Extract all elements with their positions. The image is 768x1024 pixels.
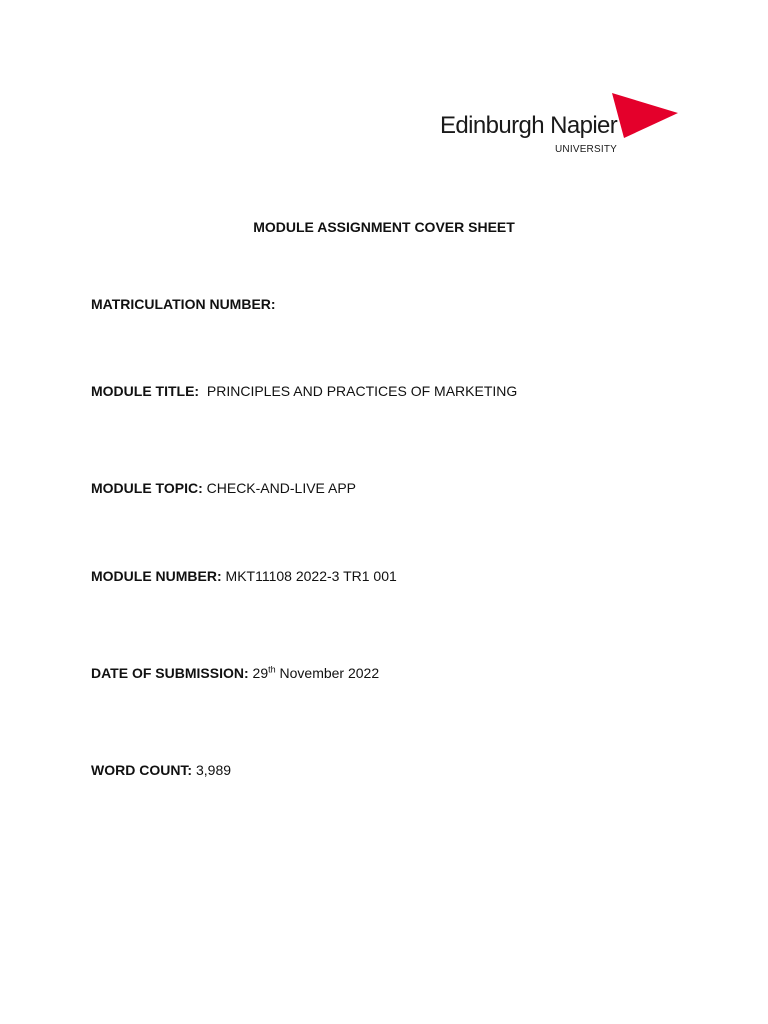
module-topic-field [91, 480, 356, 496]
logo-name-text: Edinburgh Napier [440, 112, 618, 139]
page-title: MODULE ASSIGNMENT COVER SHEET [253, 219, 515, 235]
date-month-year: November 2022 [279, 665, 380, 681]
module-number-label: MODULE NUMBER: [91, 568, 222, 584]
module-title-field [91, 383, 517, 399]
date-of-submission-field [91, 665, 379, 681]
module-topic-label: MODULE TOPIC: [91, 480, 203, 496]
logo-mark-icon [610, 90, 680, 140]
module-number-value: MKT11108 2022-3 TR1 001 [225, 568, 397, 584]
module-title-value: PRINCIPLES AND PRACTICES OF MARKETING [206, 383, 518, 399]
matriculation-number-field [91, 296, 276, 312]
matriculation-number-label: MATRICULATION NUMBER: [91, 296, 276, 312]
module-topic-value: CHECK-AND-LIVE APP [206, 480, 357, 496]
module-title-label: MODULE TITLE: [91, 383, 200, 399]
logo-sub-text: UNIVERSITY [555, 144, 618, 155]
module-number-field [91, 568, 397, 584]
word-count-value: 3,989 [196, 762, 232, 778]
date-day-suffix: th [268, 664, 276, 675]
word-count-label: WORD COUNT: [91, 762, 193, 778]
date-day: 29 [252, 665, 269, 681]
date-of-submission-label: DATE OF SUBMISSION: [91, 665, 249, 681]
word-count-field [91, 762, 231, 778]
university-logo [440, 90, 685, 165]
